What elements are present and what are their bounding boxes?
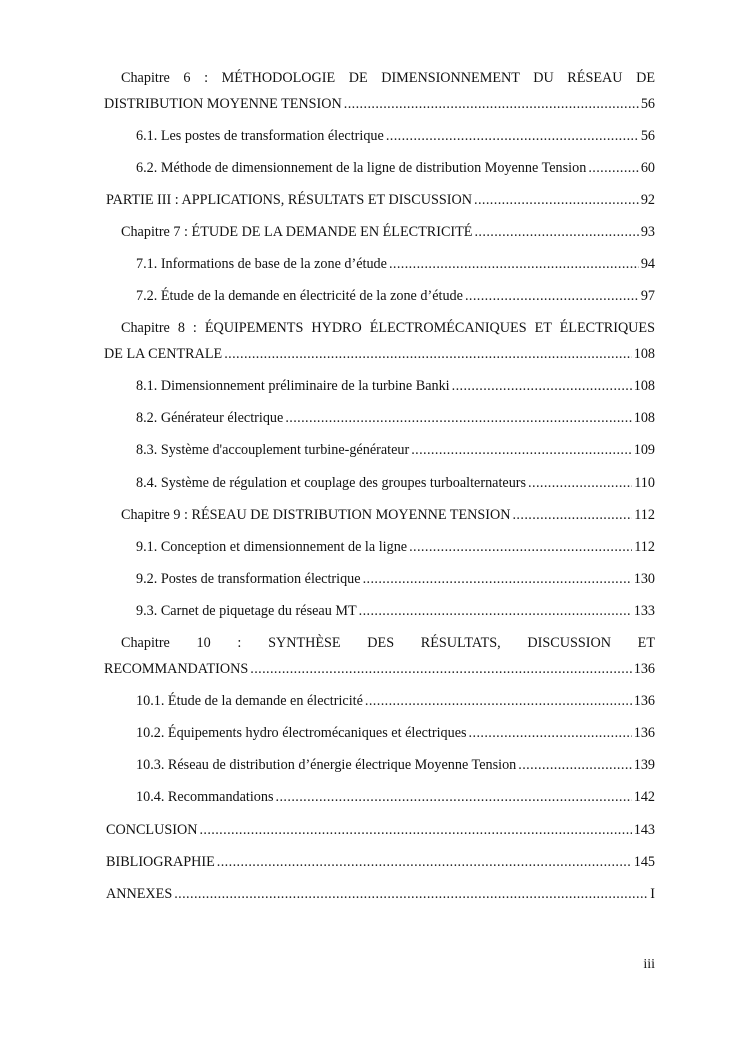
toc-entry[interactable] <box>104 94 655 114</box>
toc-entry-page: 92 <box>640 192 655 208</box>
toc-entry-title: PARTIE III : APPLICATIONS, RÉSULTATS ET DISCUSSION <box>106 192 473 208</box>
toc-entry-title: 8.3. Système d'accouplement turbine-générateur <box>136 442 410 458</box>
toc-entry-title: 9.1. Conception et dimensionnement de la ligne <box>136 539 408 555</box>
dot-leader <box>250 659 631 679</box>
toc-entry[interactable] <box>136 440 655 460</box>
dot-leader <box>359 601 632 621</box>
toc-entry-page: 143 <box>633 822 655 838</box>
toc-entry-title: ANNEXES <box>106 886 173 902</box>
dot-leader <box>474 190 639 210</box>
dot-leader <box>344 94 639 114</box>
dot-leader <box>217 852 632 872</box>
toc-entry-title: Chapitre 9 : RÉSEAU DE DISTRIBUTION MOYENNE TENSION <box>121 507 511 523</box>
toc-entry-title: 8.1. Dimensionnement préliminaire de la turbine Banki <box>136 378 450 394</box>
toc-entry[interactable] <box>106 190 655 210</box>
toc-entry[interactable] <box>136 755 655 775</box>
toc-entry[interactable] <box>136 723 655 743</box>
toc-entry[interactable] <box>106 820 655 840</box>
toc-entry[interactable] <box>136 376 655 396</box>
toc-entry-page: 136 <box>633 693 655 709</box>
toc-entry[interactable] <box>136 537 655 557</box>
toc-entry-title: 6.2. Méthode de dimensionnement de la ligne de distribution Moyenne Tension <box>136 160 587 176</box>
toc-entry[interactable] <box>106 884 655 904</box>
toc-entry-page: 136 <box>633 725 655 741</box>
dot-leader <box>469 723 632 743</box>
toc-entry-page: 112 <box>634 539 655 555</box>
dot-leader <box>389 254 639 274</box>
toc-entry[interactable] <box>136 408 655 428</box>
toc-entry-page: 142 <box>633 789 655 805</box>
toc-entry-page: 133 <box>633 603 655 619</box>
toc-entry[interactable] <box>104 344 655 364</box>
page-number: iii <box>643 957 655 972</box>
toc-entry-page: 56 <box>640 128 655 144</box>
toc-entry-title: 10.2. Équipements hydro électromécaniques et électriques <box>136 725 467 741</box>
toc-entry[interactable] <box>136 787 655 807</box>
dot-leader <box>474 222 638 242</box>
toc-entry[interactable] <box>121 222 655 242</box>
toc-entry-title: 7.1. Informations de base de la zone d’étude <box>136 256 387 272</box>
toc-entry-title: DISTRIBUTION MOYENNE TENSION <box>104 96 342 112</box>
toc-entry[interactable] <box>136 254 655 274</box>
toc-entry-title: 10.1. Étude de la demande en électricité <box>136 693 363 709</box>
dot-leader <box>199 820 631 840</box>
toc-entry[interactable] <box>136 473 655 493</box>
toc-entry-page: 108 <box>633 378 655 394</box>
dot-leader <box>174 884 648 904</box>
toc-entry-title: 6.1. Les postes de transformation électrique <box>136 128 384 144</box>
dot-leader <box>588 158 639 178</box>
toc-entry-page: 108 <box>633 346 655 362</box>
dot-leader <box>276 787 632 807</box>
toc-entry-title: 9.3. Carnet de piquetage du réseau MT <box>136 603 357 619</box>
toc-entry-title: DE LA CENTRALE <box>104 346 223 362</box>
toc-entry-line1: Chapitre 10 : SYNTHÈSE DES RÉSULTATS, DISCUSSION ET <box>121 635 655 651</box>
toc-entry-page: 60 <box>640 160 655 176</box>
toc-entry[interactable] <box>136 286 655 306</box>
toc-entry-page: 94 <box>640 256 655 272</box>
toc-entry-title: 9.2. Postes de transformation électrique <box>136 571 361 587</box>
toc-entry-title: CONCLUSION <box>106 822 198 838</box>
toc-entry-page: I <box>650 886 655 902</box>
toc-entry-title: 8.2. Générateur électrique <box>136 410 284 426</box>
dot-leader <box>528 473 632 493</box>
toc-entry-title: 10.4. Recommandations <box>136 789 274 805</box>
toc-entry-title: 10.3. Réseau de distribution d’énergie électrique Moyenne Tension <box>136 757 517 773</box>
toc-entry-page: 56 <box>640 96 655 112</box>
toc-entry[interactable] <box>136 601 655 621</box>
toc-entry-page: 139 <box>633 757 655 773</box>
dot-leader <box>518 755 631 775</box>
toc-entry[interactable] <box>136 569 655 589</box>
toc-entry-title: RECOMMANDATIONS <box>104 661 249 677</box>
toc-entry[interactable] <box>104 659 655 679</box>
toc-entry-page: 93 <box>640 224 655 240</box>
toc-entry-page: 97 <box>640 288 655 304</box>
toc-entry-title: Chapitre 7 : ÉTUDE DE LA DEMANDE EN ÉLECTRICITÉ <box>121 224 473 240</box>
dot-leader <box>452 376 632 396</box>
toc-entry-line1: Chapitre 8 : ÉQUIPEMENTS HYDRO ÉLECTROMÉCANIQUES ET ÉLECTRIQUES <box>121 320 655 336</box>
toc-entry[interactable] <box>136 691 655 711</box>
dot-leader <box>465 286 639 306</box>
toc-entry-page: 145 <box>633 854 655 870</box>
dot-leader <box>363 569 632 589</box>
toc-entry[interactable] <box>136 158 655 178</box>
dot-leader <box>224 344 632 364</box>
toc-entry[interactable] <box>121 505 655 525</box>
toc-entry-page: 130 <box>633 571 655 587</box>
dot-leader <box>409 537 632 557</box>
toc-entry-line1: Chapitre 6 : MÉTHODOLOGIE DE DIMENSIONNEMENT DU RÉSEAU DE <box>121 70 655 86</box>
toc-entry-page: 112 <box>634 507 655 523</box>
toc-entry-page: 108 <box>633 410 655 426</box>
toc-entry-page: 136 <box>633 661 655 677</box>
dot-leader <box>365 691 632 711</box>
toc-entry-title: BIBLIOGRAPHIE <box>106 854 215 870</box>
toc-entry-page: 109 <box>633 442 655 458</box>
toc-entry[interactable] <box>136 126 655 146</box>
toc-entry-page: 110 <box>634 475 655 491</box>
dot-leader <box>512 505 632 525</box>
toc-entry-title: 7.2. Étude de la demande en électricité de la zone d’étude <box>136 288 463 304</box>
toc-entry-title: 8.4. Système de régulation et couplage des groupes turboalternateurs <box>136 475 527 491</box>
dot-leader <box>386 126 639 146</box>
dot-leader <box>411 440 632 460</box>
dot-leader <box>285 408 631 428</box>
toc-entry[interactable] <box>106 852 655 872</box>
